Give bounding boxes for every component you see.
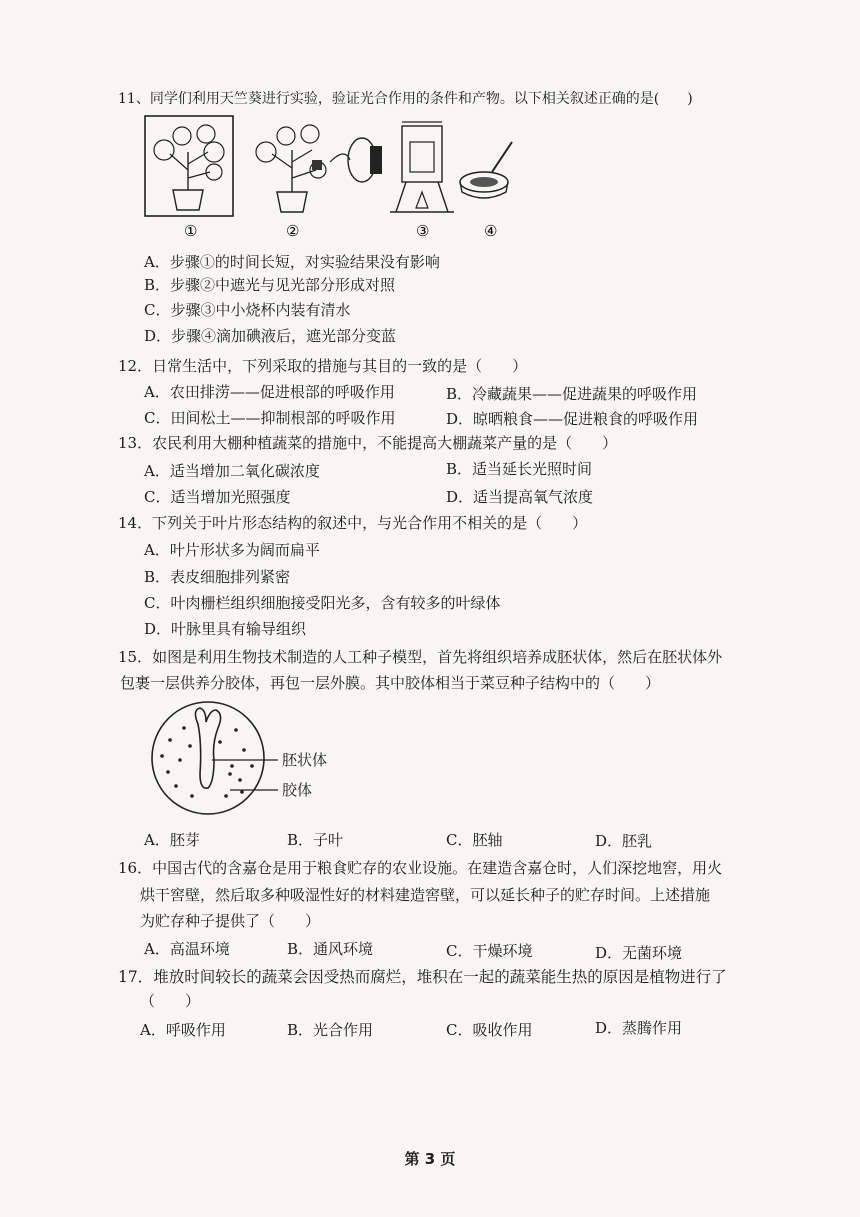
q16-stem-line3: 为贮存种子提供了（ ） <box>140 912 321 930</box>
q13-option-d[interactable]: D．适当提高氧气浓度 <box>446 488 594 506</box>
q12-option-c[interactable]: C．田间松土——抑制根部的呼吸作用 <box>144 409 396 427</box>
step1-dark-box-plant-icon <box>145 116 233 216</box>
q13-option-b[interactable]: B．适当延长光照时间 <box>446 460 593 478</box>
q15-option-c[interactable]: C．胚轴 <box>446 831 503 849</box>
embryoid-label: 胚状体 <box>282 751 328 769</box>
q17-option-b[interactable]: B．光合作用 <box>287 1021 374 1039</box>
q15-stem-line2: 包裹一层供养分胶体，再包一层外膜。其中胶体相当于菜豆种子结构中的（ ） <box>120 674 661 692</box>
q14-option-b[interactable]: B．表皮细胞排列紧密 <box>144 568 291 586</box>
q13-stem: 13．农民利用大棚种植蔬菜的措施中，不能提高大棚蔬菜产量的是（ ） <box>118 434 618 452</box>
q12-stem: 12．日常生活中，下列采取的措施与其目的一致的是（ ） <box>118 357 528 375</box>
fig-label-2: ② <box>286 222 300 240</box>
q12-option-d[interactable]: D．晾晒粮食——促进粮食的呼吸作用 <box>446 410 699 428</box>
q17-option-a[interactable]: A．呼吸作用 <box>140 1021 226 1039</box>
q15-stem-line1: 15．如图是利用生物技术制造的人工种子模型，首先将组织培养成胚状体，然后在胚状体外 <box>118 648 723 666</box>
q15-option-a[interactable]: A．胚芽 <box>144 831 200 849</box>
q17-option-d[interactable]: D．蒸腾作用 <box>595 1019 683 1037</box>
q16-option-d[interactable]: D．无菌环境 <box>595 944 683 962</box>
q13-option-a[interactable]: A．适当增加二氧化碳浓度 <box>144 462 320 480</box>
q17-option-c[interactable]: C．吸收作用 <box>446 1021 533 1039</box>
q11-option-d[interactable]: D．步骤④滴加碘液后，遮光部分变蓝 <box>144 327 397 345</box>
fig-label-1: ① <box>184 222 198 240</box>
q11-option-b[interactable]: B．步骤②中遮光与见光部分形成对照 <box>144 276 396 294</box>
fig-label-3: ③ <box>416 222 430 240</box>
q15-option-d[interactable]: D．胚乳 <box>595 832 653 850</box>
q17-stem-line1: 17．堆放时间较长的蔬菜会因受热而腐烂，堆积在一起的蔬菜能生热的原因是植物进行了 <box>118 968 727 986</box>
q16-stem-line1: 16．中国古代的含嘉仓是用于粮食贮存的农业设施。在建造含嘉仓时，人们深挖地窖，用火 <box>118 859 723 877</box>
q14-option-a[interactable]: A．叶片形状多为阔而扁平 <box>144 541 320 559</box>
step4-iodine-dish-icon <box>460 142 512 198</box>
q11-option-c[interactable]: C．步骤③中小烧杯内装有清水 <box>144 301 351 319</box>
q11-experiment-figure <box>140 112 540 242</box>
embryoid-icon <box>195 708 220 788</box>
q16-stem-line2: 烘干窖壁，然后取多种吸湿性好的材料建造窖壁，可以延长种子的贮存时间。上述措施 <box>140 886 711 904</box>
step2-shaded-leaf-plant-icon <box>256 125 382 212</box>
q16-option-a[interactable]: A．高温环境 <box>144 940 230 958</box>
q13-option-c[interactable]: C．适当增加光照强度 <box>144 488 291 506</box>
page-number: 第 3 页 <box>404 1150 456 1168</box>
q14-option-c[interactable]: C．叶肉栅栏组织细胞接受阳光多，含有较多的叶绿体 <box>144 594 501 612</box>
q15-artificial-seed-figure <box>140 700 380 818</box>
q11-option-a[interactable]: A．步骤①的时间长短，对实验结果没有影响 <box>144 253 440 271</box>
q16-option-b[interactable]: B．通风环境 <box>287 940 374 958</box>
step3-water-bath-icon <box>390 122 454 212</box>
q17-stem-line2: （ ） <box>140 992 201 1010</box>
gel-dots-icon <box>160 726 254 798</box>
q14-stem: 14．下列关于叶片形态结构的叙述中，与光合作用不相关的是（ ） <box>118 514 588 532</box>
q12-option-a[interactable]: A．农田排涝——促进根部的呼吸作用 <box>144 383 395 401</box>
gel-label: 胶体 <box>282 781 313 799</box>
q16-option-c[interactable]: C．干燥环境 <box>446 942 533 960</box>
q11-stem: 11、同学们利用天竺葵进行实验，验证光合作用的条件和产物。以下相关叙述正确的是( ) <box>118 91 693 107</box>
q14-option-d[interactable]: D．叶脉里具有输导组织 <box>144 620 307 638</box>
fig-label-4: ④ <box>484 222 498 240</box>
q12-option-b[interactable]: B．冷藏蔬果——促进蔬果的呼吸作用 <box>446 385 698 403</box>
q15-option-b[interactable]: B．子叶 <box>287 831 344 849</box>
